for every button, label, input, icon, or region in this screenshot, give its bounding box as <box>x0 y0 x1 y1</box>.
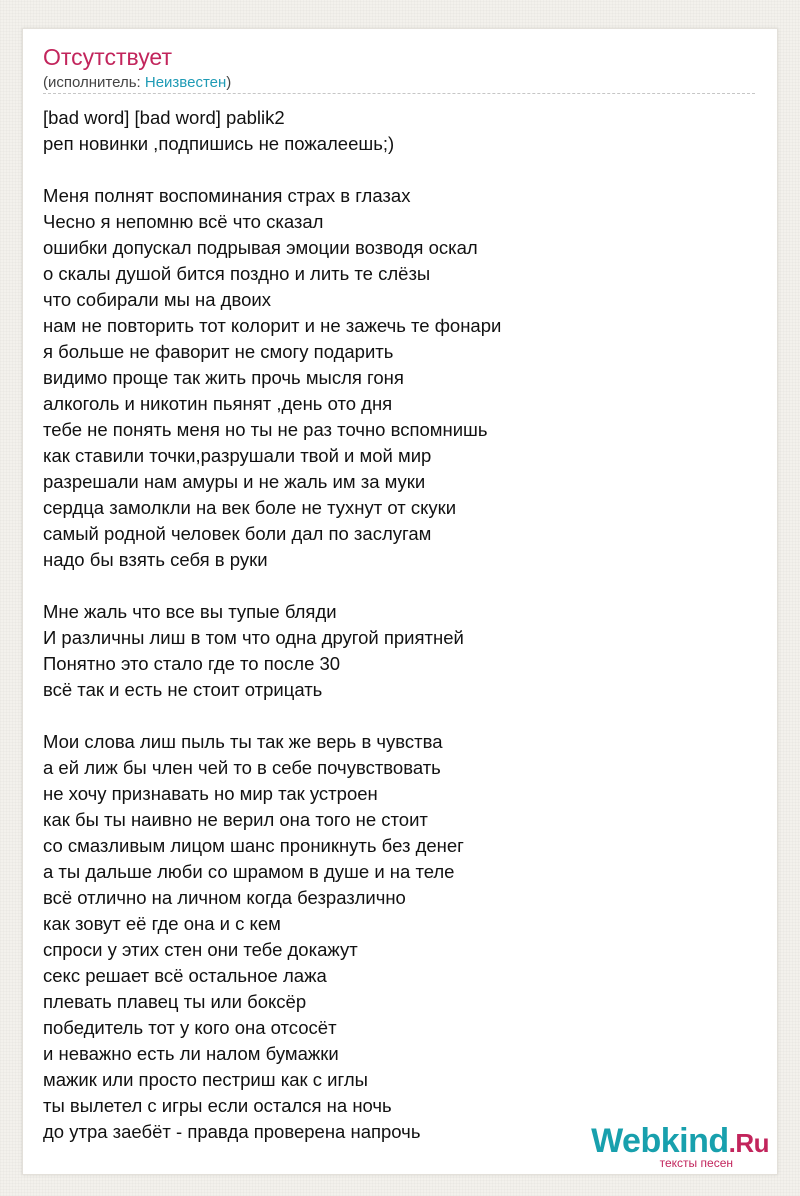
lyric-line: мажик или просто пестриш как с иглы <box>43 1069 368 1090</box>
lyric-line: Понятно это стало где то после 30 <box>43 653 341 674</box>
lyric-line: спроси у этих стен они тебе докажут <box>43 939 358 960</box>
lyric-line: тебе не понять меня но ты не раз точно вспомнишь <box>43 419 488 440</box>
lyric-line: сердца замолкли на век боле не тухнут от скуки <box>43 497 457 518</box>
site-logo[interactable] <box>591 1123 769 1170</box>
lyric-line: [bad word] [bad word] pablik2 <box>43 107 285 128</box>
lyric-line: о скалы душой бится поздно и лить те слёзы <box>43 263 431 284</box>
lyric-line: реп новинки ,подпишись не пожалеешь;) <box>43 133 395 154</box>
lyric-line: до утра заебёт - правда проверена напрочь <box>43 1121 421 1142</box>
lyric-line: видимо проще так жить прочь мысля гоня <box>43 367 404 388</box>
lyric-line: ты вылетел с игры если остался на ночь <box>43 1095 392 1116</box>
lyric-line: а ты дальше люби со шрамом в душе и на теле <box>43 861 455 882</box>
lyric-line: а ей лиж бы член чей то в себе почувствовать <box>43 757 441 778</box>
lyrics-card <box>22 28 778 1175</box>
lyric-line: Меня полнят воспоминания страх в глазах <box>43 185 411 206</box>
lyric-blank-line <box>43 157 759 183</box>
logo-name: Webkind <box>591 1122 729 1160</box>
lyric-line: Мне жаль что все вы тупые бляди <box>43 601 337 622</box>
song-title: Отсутствует <box>43 44 172 70</box>
lyric-blank-line <box>43 703 759 729</box>
lyric-line: со смазливым лицом шанс проникнуть без денег <box>43 835 464 856</box>
lyric-line: не хочу признавать но мир так устроен <box>43 783 378 804</box>
title-divider <box>43 93 755 94</box>
artist-prefix: (исполнитель: <box>43 74 145 91</box>
lyric-line: как бы ты наивно не верил она того не стоит <box>43 809 428 830</box>
lyric-line: что собирали мы на двоих <box>43 289 271 310</box>
artist-suffix: ) <box>226 74 232 91</box>
lyric-line: и неважно есть ли налом бумажки <box>43 1043 339 1064</box>
lyric-line: всё так и есть не стоит отрицать <box>43 679 323 700</box>
lyric-line: разрешали нам амуры и не жаль им за муки <box>43 471 426 492</box>
lyric-line: И различны лиш в том что одна другой приятней <box>43 627 464 648</box>
lyric-line: я больше не фаворит не смогу подарить <box>43 341 394 362</box>
lyric-line: как ставили точки,разрушали твой и мой мир <box>43 445 432 466</box>
lyric-blank-line <box>43 573 759 599</box>
lyric-line: победитель тот у кого она отсосёт <box>43 1017 337 1038</box>
logo-tld: .Ru <box>728 1128 769 1158</box>
lyric-line: секс решает всё остальное лажа <box>43 965 327 986</box>
artist-line <box>43 73 231 93</box>
artist-link[interactable]: Неизвестен <box>144 74 227 91</box>
lyric-line: как зовут её где она и с кем <box>43 913 281 934</box>
lyrics-text <box>43 105 759 1145</box>
lyric-line: ошибки допускал подрывая эмоции возводя оскал <box>43 237 478 258</box>
lyric-line: плевать плавец ты или боксёр <box>43 991 307 1012</box>
lyric-line: Чесно я непомню всё что сказал <box>43 211 324 232</box>
lyric-line: Мои слова лиш пыль ты так же верь в чувства <box>43 731 443 752</box>
lyric-line: самый родной человек боли дал по заслугам <box>43 523 432 544</box>
lyric-line: алкоголь и никотин пьянят ,день ото дня <box>43 393 393 414</box>
lyric-line: всё отлично на личном когда безразлично <box>43 887 406 908</box>
logo-tagline: тексты песен <box>659 1156 733 1170</box>
lyric-line: нам не повторить тот колорит и не зажечь те фонари <box>43 315 502 336</box>
lyric-line: надо бы взять себя в руки <box>43 549 268 570</box>
